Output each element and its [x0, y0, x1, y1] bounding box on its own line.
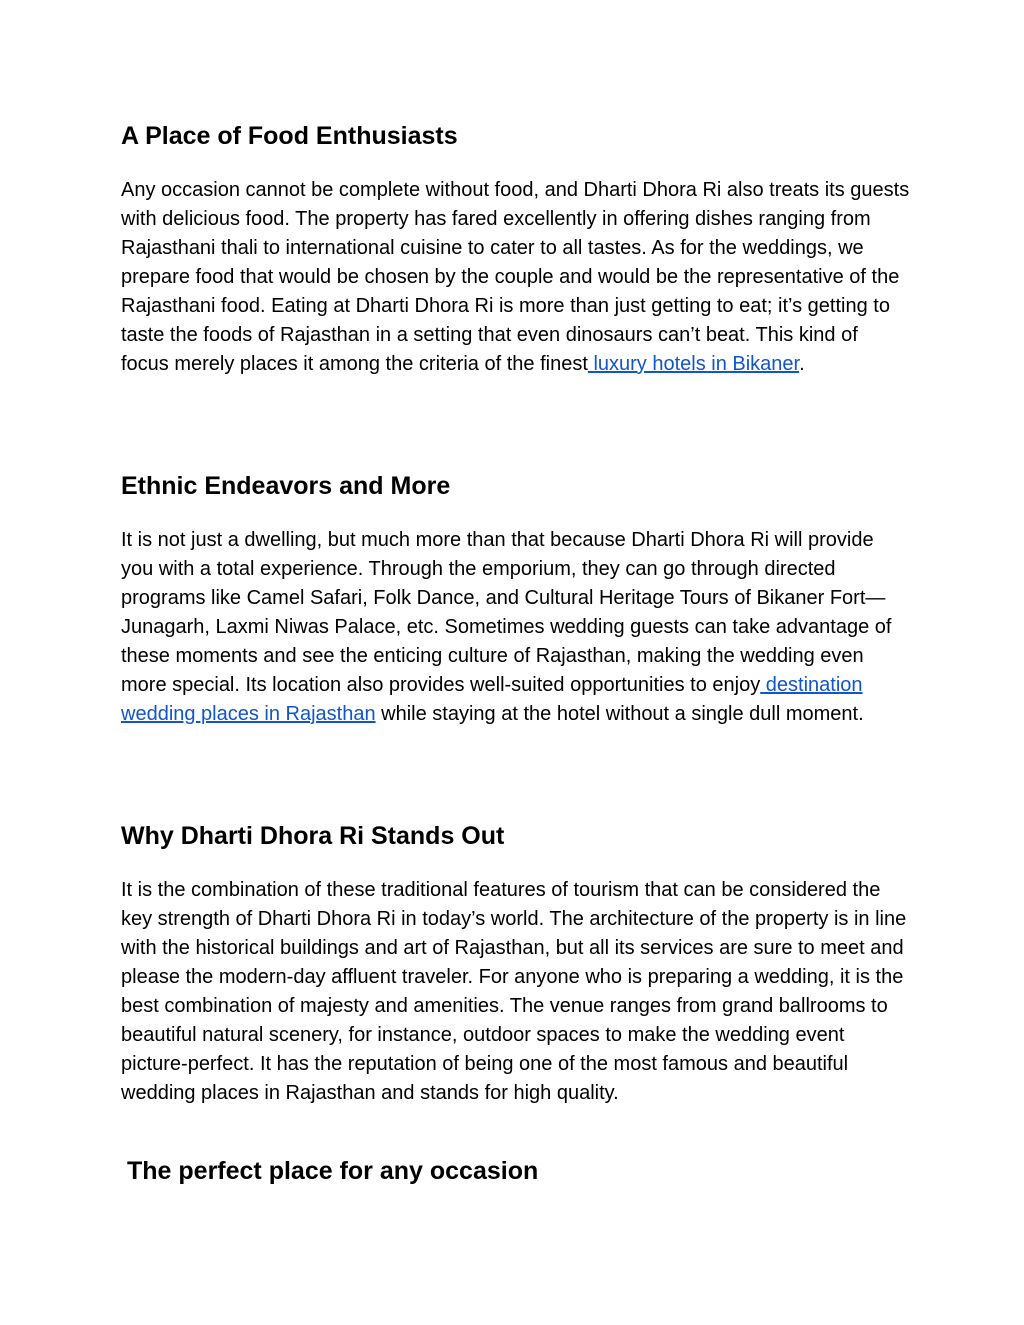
- section-ethnic-endeavors: [121, 471, 911, 729]
- paragraph-text: It is not just a dwelling, but much more than that because Dharti Dhora Ri will provide you with a total experience. Through the emporium, they can go through directed programs like Camel Safari, Folk Dance, and Cultural Heritage Tours of Bikaner Fort—Junagarh, Laxmi Niwas Palace, etc. Sometimes wedding guests can take advantage of these moments and see the enticing culture of Rajasthan, making the wedding even more special. Its location also provides well-suited opportunities to enjoy: [121, 529, 892, 696]
- section-heading: The perfect place for any occasion: [127, 1157, 539, 1185]
- section-heading: Ethnic Endeavors and More: [121, 472, 451, 500]
- section-food-enthusiasts: [121, 121, 911, 379]
- section-heading: Why Dharti Dhora Ri Stands Out: [121, 822, 505, 850]
- paragraph-text: Any occasion cannot be complete without food, and Dharti Dhora Ri also treats its guests with delicious food. The property has fared excellently in offering dishes ranging from Rajasthani thali to international cuisine to cater to all tastes. As for the weddings, we prepare food that would be chosen by the couple and would be the representative of the Rajasthani food. Eating at Dharti Dhora Ri is more than just getting to eat; it’s getting to taste the foods of Rajasthan in a setting that even dinosaurs can’t beat. This kind of focus merely places it among the criteria of the finest: [121, 179, 910, 375]
- section-paragraph: It is the combination of these traditional features of tourism that can be considered the key strength of Dharti Dhora Ri in today’s world. The architecture of the property is in line with the historical buildings and art of Rajasthan, but all its services are sure to meet and please the modern-day affluent traveler. For anyone who is preparing a wedding, it is the best combination of majesty and amenities. The venue ranges from grand ballrooms to beautiful natural scenery, for instance, outdoor spaces to make the wedding event picture-perfect. It has the reputation of being one of the most famous and beautiful wedding places in Rajasthan and stands for high quality.: [121, 879, 907, 1104]
- destination-wedding-link[interactable]: destination wedding places in Rajasthan: [121, 674, 863, 725]
- section-paragraph: [121, 176, 911, 379]
- section-stands-out: [121, 821, 911, 1108]
- section-perfect-place: [127, 1156, 917, 1186]
- luxury-hotels-link[interactable]: luxury hotels in Bikaner: [587, 353, 800, 375]
- section-paragraph: [121, 526, 911, 729]
- paragraph-text-end: .: [799, 353, 805, 375]
- paragraph-text-end: while staying at the hotel without a single dull moment.: [375, 703, 864, 725]
- section-heading: A Place of Food Enthusiasts: [121, 122, 458, 150]
